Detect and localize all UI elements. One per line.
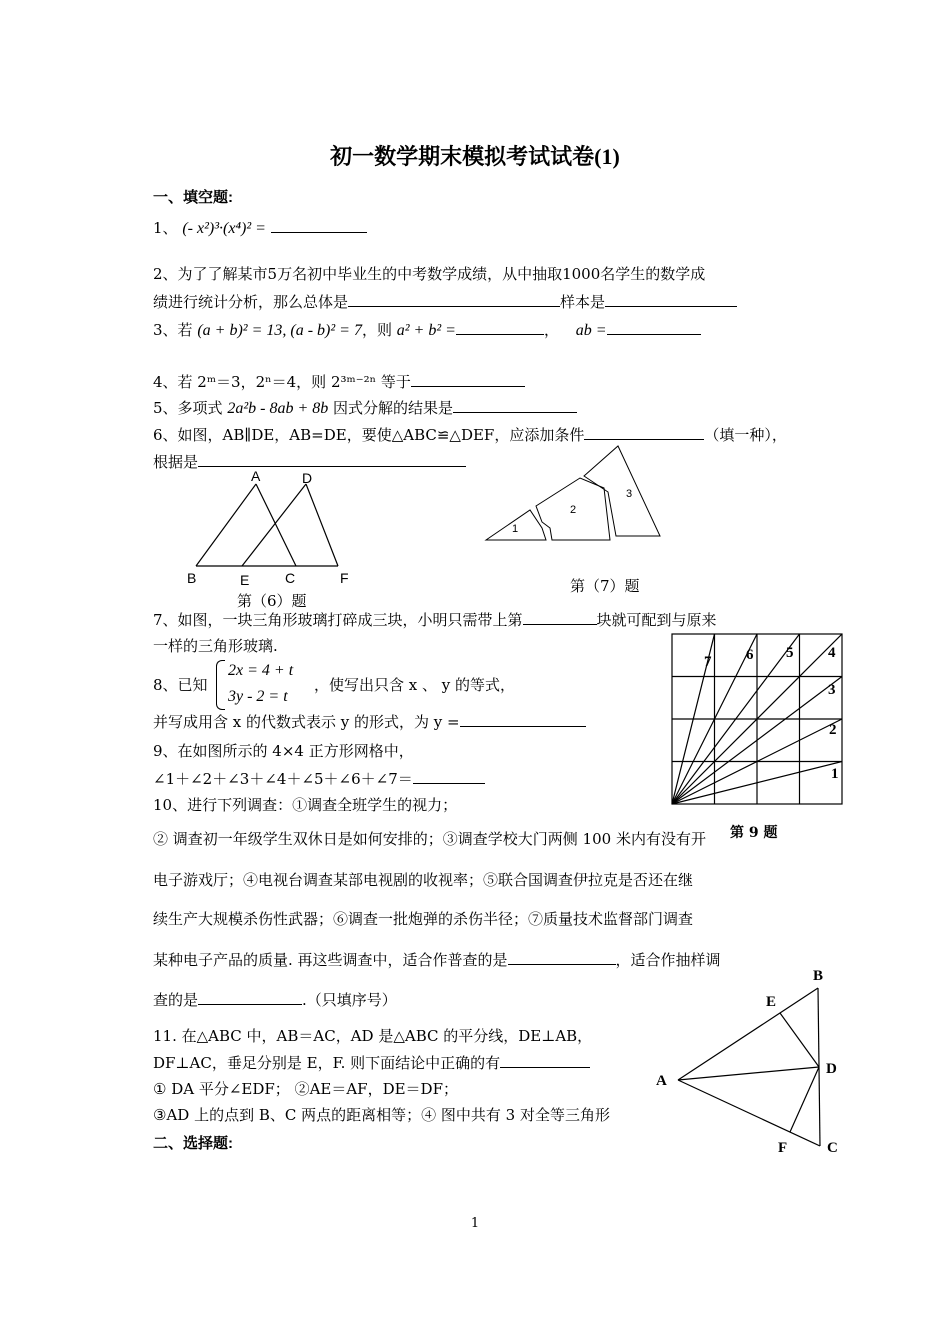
question-1	[153, 218, 367, 238]
q9-line2	[153, 769, 485, 788]
segment-DE	[780, 1013, 819, 1067]
q10-line4: 续生产大规模杀伤性武器；⑥调查一批炮弹的杀伤半径；⑦质量技术监督部门调查	[153, 910, 694, 928]
segment-ED	[242, 484, 306, 566]
fig6-label-A: A	[251, 468, 261, 484]
q10-line6	[153, 990, 397, 1009]
q7-text-end: 块就可配到与原来	[596, 611, 717, 629]
q8-line2	[153, 712, 586, 731]
q9-line1: 9、在如图所示的 4×4 正方形网格中，	[153, 742, 414, 760]
q2-sample-blank[interactable]	[605, 292, 737, 307]
page-number: 1	[470, 1216, 480, 1231]
fig9-caption: 第 9 题	[730, 825, 778, 841]
q1-expression: (- x²)³·(x⁴)² =	[182, 220, 266, 237]
q3-blank-2[interactable]	[607, 320, 701, 335]
segment-DF	[790, 1067, 819, 1132]
fig11-label-B: B	[813, 968, 824, 984]
q3-expr-ab: ab =	[575, 322, 607, 339]
q6-text: 6、如图，AB∥DE，AB=DE，要使△ABC≌△DEF，应添加条件	[153, 426, 585, 444]
page-title: 初一数学期末模拟考试试卷(1)	[330, 144, 620, 169]
fig6-caption: 第（6）题	[237, 592, 307, 610]
fig9-label-4: 4	[828, 645, 836, 661]
q11-line2	[153, 1053, 590, 1072]
fig11-label-A: A	[656, 1073, 667, 1089]
question-5	[153, 398, 577, 418]
segment-BA	[196, 484, 256, 566]
q11-blank[interactable]	[500, 1053, 590, 1068]
q6-reason-label: 根据是	[153, 453, 199, 471]
q9-blank[interactable]	[413, 769, 485, 784]
fig9-label-2: 2	[829, 722, 837, 738]
fig9-label-7: 7	[704, 654, 712, 670]
fig6-label-F: F	[340, 570, 349, 586]
q2-sample-label: 样本是	[560, 293, 606, 311]
fig7-label-1: 1	[512, 523, 519, 535]
q3-then: ，则	[361, 321, 392, 339]
q9-angle-sum: ∠1＋∠2＋∠3＋∠4＋∠5＋∠6＋∠7＝	[153, 770, 413, 788]
segment-AD	[678, 1067, 819, 1080]
fig11-label-E: E	[766, 994, 777, 1010]
q10-census-label: 某种电子产品的质量. 再这些调查中，适合作普查的是	[153, 951, 508, 969]
q1-number: 1、	[153, 219, 178, 237]
fig9-label-3: 3	[828, 682, 836, 698]
fig6-label-E: E	[240, 572, 250, 588]
fig9-label-5: 5	[786, 645, 794, 661]
q1-answer-blank[interactable]	[271, 218, 367, 233]
q7-line1	[153, 610, 717, 629]
q7-line2: 一样的三角形玻璃.	[153, 637, 278, 655]
figure-9-grid	[670, 632, 846, 806]
q5-blank[interactable]	[453, 398, 577, 413]
q8-equation-1: 2x = 4 + t	[228, 662, 294, 679]
q10-line5	[153, 950, 721, 969]
q2-line1: 2、为了了解某市5万名初中毕业生的中考数学成绩，从中抽取1000名学生的数学成	[153, 265, 706, 283]
q10-line1: 10、进行下列调查：①调查全班学生的视力；	[153, 796, 458, 814]
q2-population-label: 绩进行统计分析，那么总体是	[153, 293, 349, 311]
q10-sample-label-cont: 查的是	[153, 991, 199, 1009]
q6-reason-blank[interactable]	[198, 452, 466, 467]
q10-note: .（只填序号）	[302, 991, 397, 1009]
q10-line3: 电子游戏厅；④电视台调查某部电视剧的收视率；⑤联合国调查伊拉克是否还在继	[153, 871, 694, 889]
fig7-caption: 第（7）题	[570, 577, 640, 595]
fig6-label-B: B	[187, 570, 197, 586]
figure-6	[180, 466, 360, 594]
fig7-label-2: 2	[570, 504, 577, 516]
q10-line2: ② 调查初一年级学生双休日是如何安排的；③调查学校大门两侧 100 米内有没有开	[153, 830, 706, 848]
question-3: 3、若 (a + b)² = 13, (a - b)² = 7，则 a² + b² = ， ab =	[153, 320, 701, 340]
fig11-label-F: F	[778, 1140, 788, 1156]
segment-AC	[256, 484, 296, 566]
question-4	[153, 372, 525, 391]
q8-system-brace	[216, 660, 225, 710]
section-heading-choice: 二、选择题:	[153, 1135, 233, 1152]
q11-prompt: DF⊥AC，垂足分别是 E，F. 则下面结论中正确的有	[153, 1054, 501, 1072]
q7-blank[interactable]	[523, 610, 597, 625]
q4-blank[interactable]	[411, 372, 525, 387]
fig7-label-3: 3	[626, 488, 633, 500]
q5-suffix: 因式分解的结果是	[333, 399, 454, 417]
fig6-label-C: C	[285, 570, 296, 586]
q10-sample-label: ，适合作抽样调	[615, 951, 721, 969]
q3-blank-1[interactable]	[456, 320, 544, 335]
q3-expr-sum-squares: a² + b² =	[396, 322, 456, 339]
q5-prefix: 5、多项式	[153, 399, 223, 417]
q11-line3: ① DA 平分∠EDF； ②AE＝AF，DE＝DF；	[153, 1080, 458, 1098]
fig9-label-1: 1	[831, 766, 839, 782]
q10-census-blank[interactable]	[508, 950, 616, 965]
q6-condition-blank[interactable]	[584, 425, 704, 440]
q2-population-blank[interactable]	[348, 292, 560, 307]
q3-prefix: 3、若	[153, 321, 193, 339]
figure-11	[660, 980, 840, 1152]
q3-condition: (a + b)² = 13, (a - b)² = 7	[197, 322, 362, 339]
q11-line4: ③AD 上的点到 B、C 两点的距离相等；④ 图中共有 3 对全等三角形	[153, 1106, 610, 1124]
section-heading-fill-in: 一、填空题:	[153, 189, 233, 206]
q5-expression: 2a²b - 8ab + 8b	[227, 400, 329, 417]
q8-prefix: 8、已知	[153, 676, 208, 694]
q4-text: 4、若 2ᵐ＝3，2ⁿ＝4，则 2³ᵐ⁻²ⁿ 等于	[153, 373, 411, 391]
q6-line1	[153, 425, 787, 444]
q8-equation-2: 3y - 2 = t	[228, 688, 288, 705]
q2-line2	[153, 292, 737, 311]
fig11-label-D: D	[826, 1061, 837, 1077]
fig9-label-6: 6	[746, 647, 754, 663]
q10-sample-blank[interactable]	[198, 990, 302, 1005]
segment-DF	[306, 484, 338, 566]
figure-7	[480, 440, 670, 550]
q11-line1: 11. 在△ABC 中，AB＝AC，AD 是△ABC 的平分线，DE⊥AB，	[153, 1027, 593, 1045]
glass-piece-3	[584, 446, 660, 536]
q6-note: （填一种），	[704, 426, 787, 444]
q8-form-label: 并写成用含 x 的代数式表示 y 的形式，为 y =	[153, 713, 460, 731]
q8-instruction: ，使写出只含 x 、 y 的等式，	[314, 676, 516, 694]
fig6-label-D: D	[302, 470, 313, 486]
fig11-label-C: C	[827, 1140, 838, 1156]
q7-text: 7、如图，一块三角形玻璃打碎成三块，小明只需带上第	[153, 611, 523, 629]
q8-blank[interactable]	[460, 712, 586, 727]
segment-AB	[678, 988, 818, 1080]
